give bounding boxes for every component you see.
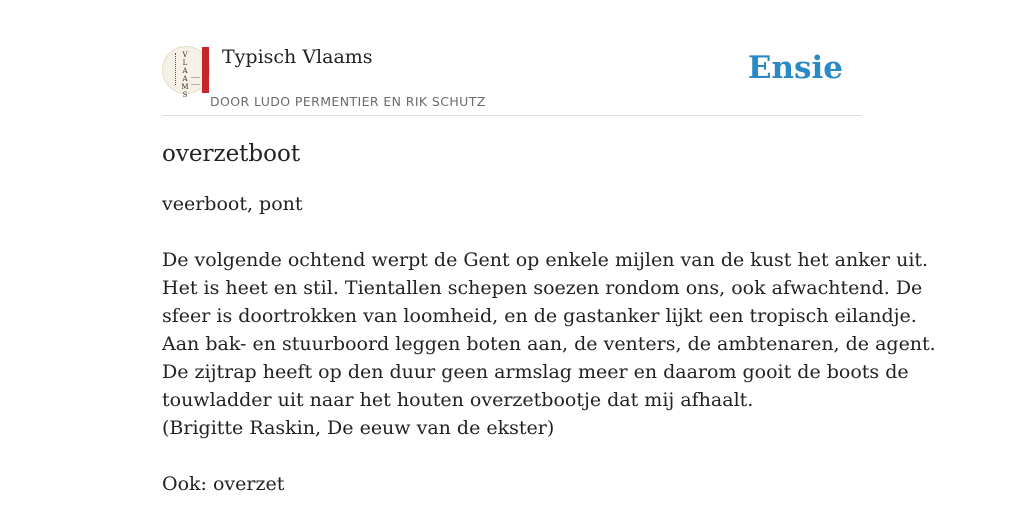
page-header	[162, 44, 862, 116]
quote-line: De zijtrap heeft op den duur geen armslag meer en daarom gooit de boots de	[162, 361, 909, 383]
quote-line: sfeer is doortrokken van loomheid, en de gastanker lijkt een tropisch eilandje.	[162, 305, 917, 327]
cover-lines	[191, 77, 200, 85]
entry-also: Ook: overzet	[162, 473, 285, 495]
quote-source: (Brigitte Raskin, De eeuw van de ekster)	[162, 417, 555, 439]
cover-red-strip	[202, 47, 209, 93]
quote-line: Aan bak- en stuurboord leggen boten aan, de venters, de ambtenaren, de agent.	[162, 333, 936, 355]
book-cover-icon[interactable]	[162, 46, 210, 99]
quote-line: Het is heet en stil. Tientallen schepen soezen rondom ons, ook afwachtend. De	[162, 277, 923, 299]
entry-title: overzetboot	[162, 141, 301, 167]
cover-letters: V L A A M S	[181, 51, 189, 99]
book-title-link[interactable]: Typisch Vlaams	[222, 46, 373, 68]
quote-line: De volgende ochtend werpt de Gent op enkele mijlen van de kust het anker uit.	[162, 249, 929, 271]
ensie-logo-link[interactable]: Ensie	[747, 50, 843, 86]
entry-quote	[162, 246, 936, 442]
entry-definition: veerboot, pont	[162, 193, 303, 215]
entry-content	[162, 138, 936, 498]
cover-red-dots	[175, 53, 179, 85]
book-authors: DOOR LUDO PERMENTIER EN RIK SCHUTZ	[210, 94, 486, 109]
quote-line: touwladder uit naar het houten overzetbootje dat mij afhaalt.	[162, 389, 754, 411]
